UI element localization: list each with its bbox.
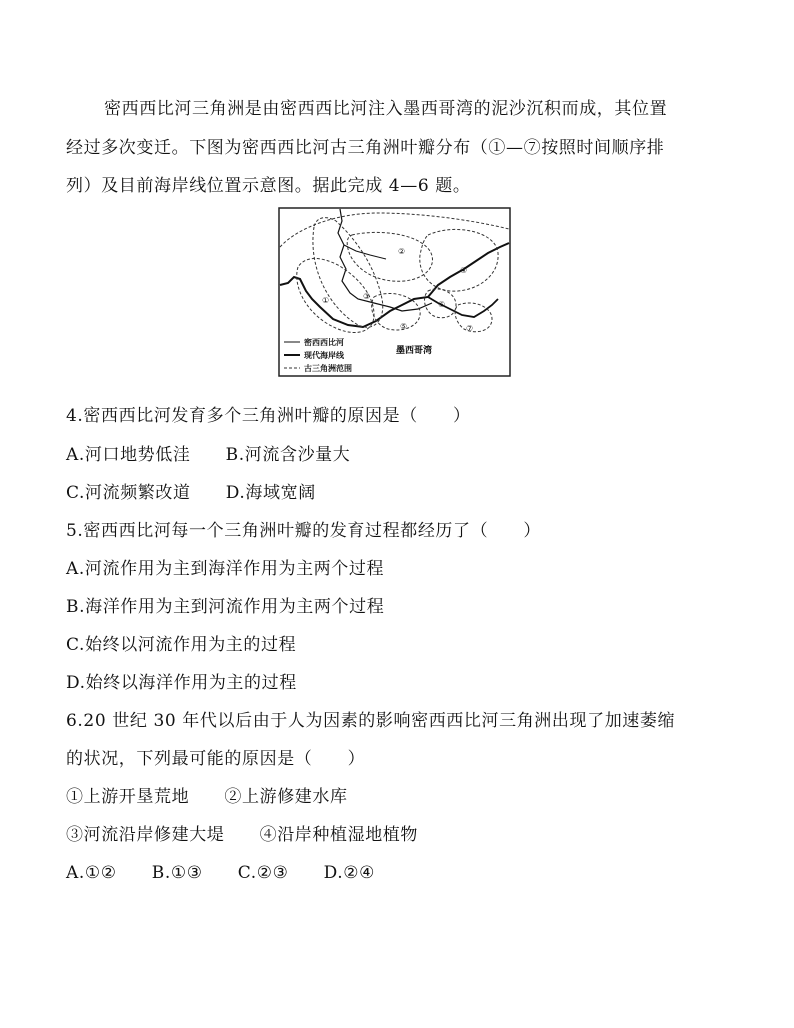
q6-items-3-4: ③河流沿岸修建大堤 ④沿岸种植湿地植物 <box>66 825 418 845</box>
q6-stem-line-1: 6.20 世纪 30 年代以后由于人为因素的影响密西西比河三角洲出现了加速萎缩 <box>66 711 676 731</box>
q4-stem: 4.密西西比河发育多个三角洲叶瓣的原因是（ ） <box>66 406 471 426</box>
legend-ancient-lobe: 古三角洲范围 <box>304 364 352 373</box>
intro-line-2: 经过多次变迁。下图为密西西比河古三角洲叶瓣分布（①—⑦按照时间顺序排 <box>66 138 665 158</box>
q4-options-ab: A.河口地势低洼 B.河流含沙量大 <box>66 445 351 465</box>
delta-map <box>278 207 511 377</box>
q5-stem: 5.密西西比河每一个三角洲叶瓣的发育过程都经历了（ ） <box>66 521 542 541</box>
lobe-number-2: ② <box>398 247 406 256</box>
legend-coastline: 现代海岸线 <box>304 351 344 360</box>
lobe-number-5: ⑤ <box>400 322 408 331</box>
q5-option-c: C.始终以河流作用为主的过程 <box>66 635 297 655</box>
lobe-number-1: ① <box>322 296 330 305</box>
q5-option-d: D.始终以海洋作用为主的过程 <box>66 673 297 693</box>
q6-stem-line-2: 的状况，下列最可能的原因是（ ） <box>66 749 366 769</box>
gulf-label: 墨西哥湾 <box>396 346 433 356</box>
lobe-number-3: ③ <box>363 292 371 301</box>
q6-items-1-2: ①上游开垦荒地 ②上游修建水库 <box>66 787 348 807</box>
lobe-number-7: ⑦ <box>466 324 474 333</box>
intro-line-3: 列）及目前海岸线位置示意图。据此完成 4—6 题。 <box>66 176 471 196</box>
q6-options: A.①② B.①③ C.②③ D.②④ <box>66 863 375 883</box>
delta-map-figure <box>278 207 511 377</box>
lobe-number-6: ⑥ <box>438 300 446 309</box>
q5-option-b: B.海洋作用为主到河流作用为主两个过程 <box>66 597 385 617</box>
legend-river: 密西西比河 <box>304 338 344 347</box>
lobe-number-4: ④ <box>460 266 468 275</box>
intro-line-1: 密西西比河三角洲是由密西西比河注入墨西哥湾的泥沙沉积而成，其位置 <box>104 99 668 119</box>
q5-option-a: A.河流作用为主到海洋作用为主两个过程 <box>66 559 385 579</box>
q4-options-cd: C.河流频繁改道 D.海域宽阔 <box>66 483 316 503</box>
